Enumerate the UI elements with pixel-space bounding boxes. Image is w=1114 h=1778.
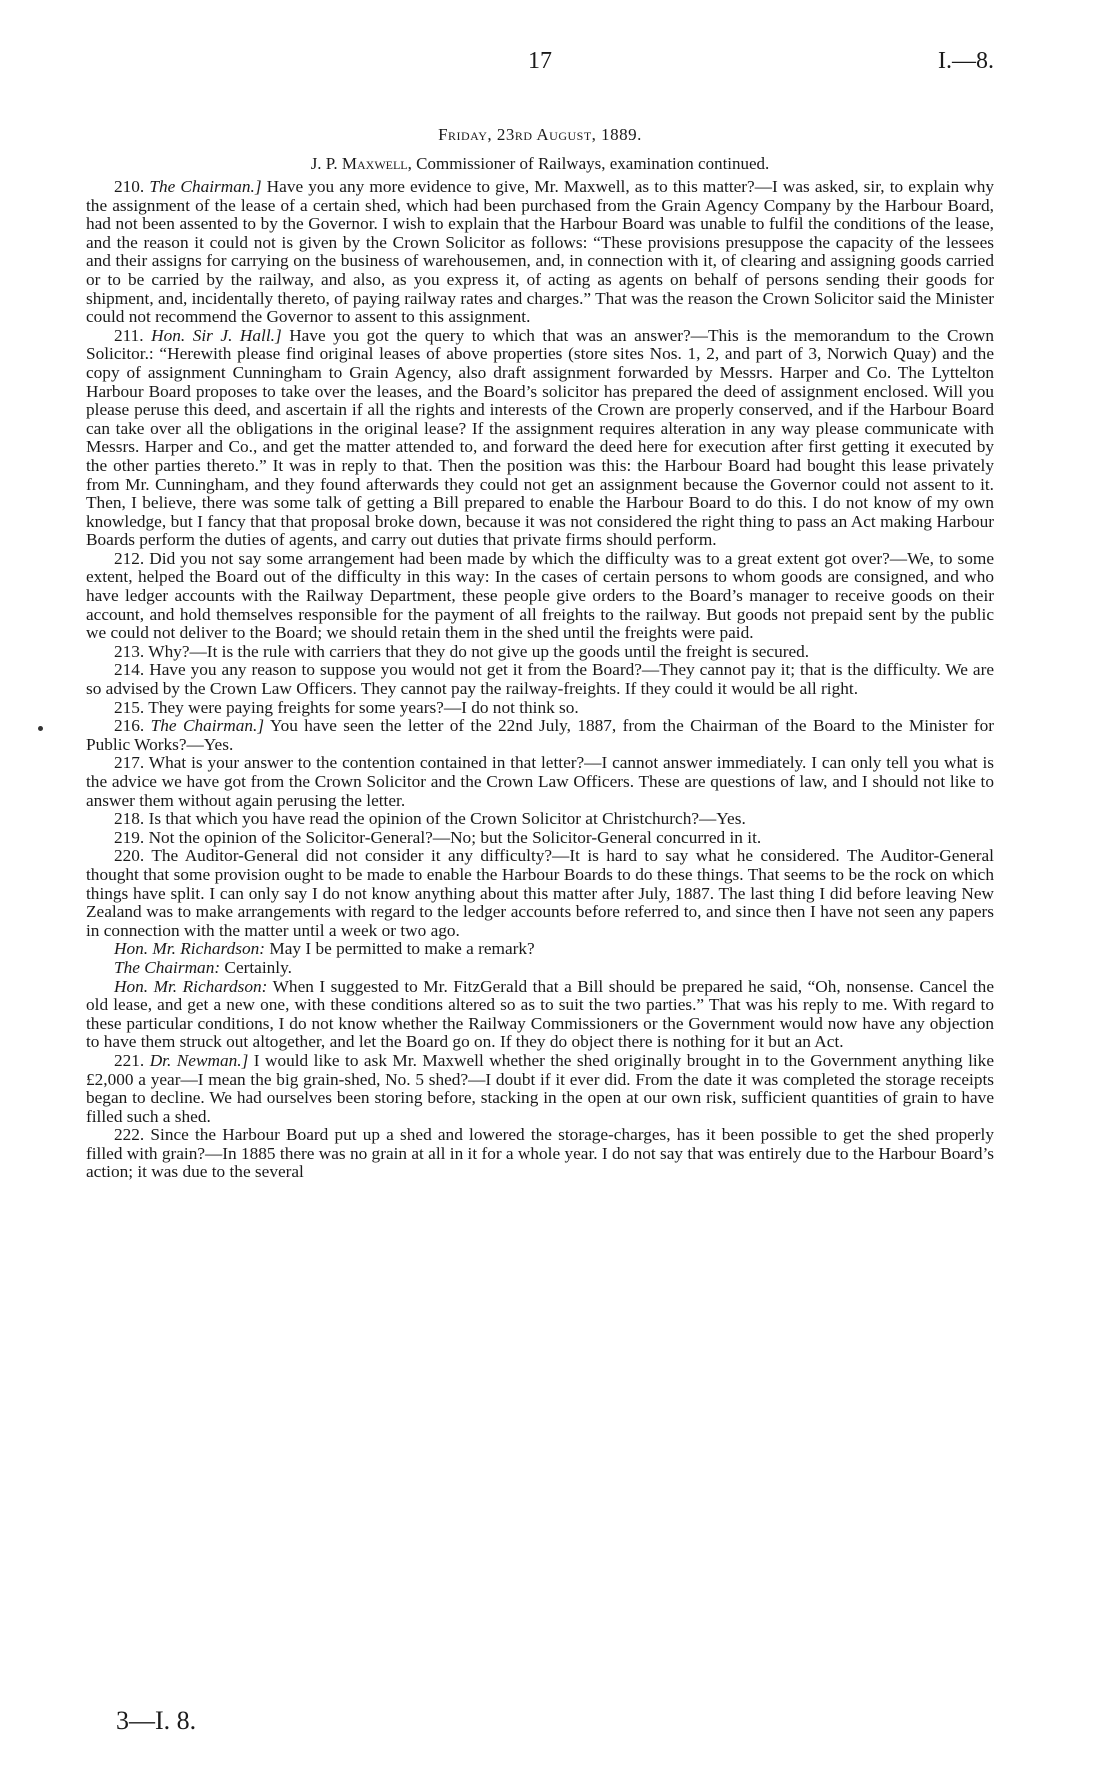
paragraph-text: Since the Harbour Board put up a shed and lowered the storage-charges, has it been possible to get the shed properly filled with grain?—In 1885 there was no grain at all in it for a whole year. I do not say that was entirely due to the Harbour Board’s action; it was due to the several (86, 1125, 994, 1182)
paragraph-213 (86, 643, 994, 662)
paragraph-218 (86, 810, 994, 829)
paragraph-text: You have seen the letter of the 22nd July, 1887, from the Chairman of the Board to the Minister for Public Works?—Yes. (86, 716, 994, 754)
paragraph-220 (86, 847, 994, 940)
paragraph-text: I would like to ask Mr. Maxwell whether the shed originally brought in to the Government anything like £2,000 a year—I mean the big grain-shed, No. 5 shed?—I doubt if it ever did. From the date it was completed the storage receipts began to decline. We had ourselves been storing before, stacking in the open at our own risk, sufficient quantities of grain to have filled such a shed. (86, 1050, 994, 1126)
paragraph-219 (86, 829, 994, 848)
paragraph-text: Have you any more evidence to give, Mr. Maxwell, as to this matter?—I was asked, sir, to explain why the assignment of the lease of a certain shed, which had been purchased from the Grain Agency Company by the Harbour Board, had not been assented to by the Governor. I wish to explain that the Harbour Board was unable to fulfil the conditions of the lease, and the reason it could not is given by the Crown Solicitor as follows: “These provisions presuppose the capacity of the lessees and their assigns for carrying on the business of warehousemen, and, in connection with it, of clearing and assigning goods carried or to be carried by the railway, and also, as you express it, of acting as agents on behalf of persons sending their goods for shipment, and, incidentally thereto, of paying railway rates and charges.” That was the reason the Crown Solicitor said the Minister could not recommend the Governor to assent to this assignment. (86, 177, 995, 327)
paragraph-210 (86, 178, 994, 327)
question-number: 213. (114, 641, 149, 661)
paragraph-214 (86, 661, 994, 698)
paragraph-remark-chairman (86, 959, 994, 978)
page-header (86, 40, 994, 80)
paragraph-text: They were paying freights for some years?—I do not think so. (148, 697, 579, 717)
paragraph-text: Have you got the query to which that was an answer?—This is the memorandum to the Crown Solicitor.: “Herewith please find original leases of above properties (store sites Nos. 1, 2, and part of 3, Norwich Quay) and the copy of assignment Cunningham to Grain Agency, also draft assignment forwarded by Messrs. Harper and Co. The Lyttelton Harbour Board proposes to take over the leases, and the Board’s solicitor has prepared the deed of assignment enclosed. Will you please peruse this deed, and ascertain if all the rights and interests of the Crown are properly conserved, and if the Harbour Board can take over all the obligations in the original lease? If the assignment requires alteration in any way please communicate with Messrs. Harper and Co., and get the matter attended to, and forward the deed here for execution after first getting it executed by the other parties thereto.” It was in reply to that. Then the position was this: the Harbour Board had bought this lease privately from Mr. Cunningham, and they found afterwards they could not get an assignment because the Governor could not assent to it. Then, I believe, there was some talk of getting a Bill prepared to enable the Harbour Board to do this. I do not know of my own knowledge, but I fancy that that proposal broke down, because it was not considered the right thing to pass an Act making Harbour Boards perform the duties of agents, and carry out duties that private firms should perform. (86, 325, 995, 550)
question-number: 220. (114, 846, 152, 866)
paper-reference: I.—8. (938, 48, 994, 74)
document-page (86, 40, 994, 1182)
paragraph-text: Why?—It is the rule with carriers that they do not give up the goods until the freight is secured. (148, 641, 810, 661)
question-number: 210. (114, 177, 150, 196)
paragraph-text: Did you not say some arrangement had been made by which the difficulty was to a great extent got over?—We, to some extent, helped the Board out of the difficulty in this way: In the cases of certain persons to whom goods are consigned, and who have ledger accounts with the Railway Department, these people give orders to the Board’s manager to receive goods on their account, and hold themselves responsible for the payment of all freights to the railway. But goods not prepaid sent by the public we could not deliver to the Board; we should retain them in the shed until the freights were paid. (86, 548, 995, 643)
paragraph-text: Certainly. (220, 957, 292, 977)
paragraph-text: When I suggested to Mr. FitzGerald that a Bill should be prepared he said, “Oh, nonsense. Cancel the old lease, and get a new one, with these conditions altered so as to suit the two parties.” That was his reply to me. With regard to these particular conditions, I do not know whether the Railway Commissioners or the Government would now have any objection to have them struck out altogether, and let the Board go on. If they do object there is nothing for it but an Act. (86, 976, 994, 1052)
speaker: The Chairman.] (149, 177, 262, 196)
question-number: 222. (114, 1125, 151, 1145)
paragraph-text: Have you any reason to suppose you would not get it from the Board?—They cannot pay it; that is the difficulty. We are so advised by the Crown Law Officers. They cannot pay the railway-freights. If they could it would be all right. (86, 660, 994, 699)
witness-line (86, 153, 994, 174)
paragraph-text: The Auditor-General did not consider it any difficulty?—It is hard to say what he considered. The Auditor-General thought that some provision ought to be made to enable the Harbour Boards to do these things. That seems to be the rock on which things have split. I can only say I do not know anything about this matter after July, 1887. The last thing I did before leaving New Zealand was to make arrangements with regard to the ledger accounts before referred to, and since then I have not seen any papers in connection with the matter until a week or two ago. (86, 846, 994, 940)
paragraph-215 (86, 699, 994, 718)
speaker: The Chairman.] (150, 716, 265, 736)
paragraph-text: What is your answer to the contention contained in that letter?—I cannot answer immediately. I can only tell you what is the advice we have got from the Crown Solicitor and the Crown Law Officers. These are questions of law, and I should not like to answer them without again perusing the letter. (86, 753, 994, 810)
speaker: Hon. Mr. Richardson: (114, 939, 266, 959)
speaker: Hon. Mr. Richardson: (114, 976, 268, 996)
signature-mark: 3—I. 8. (116, 1706, 197, 1735)
witness-role: Commissioner of Railways, examination continued. (411, 154, 770, 173)
margin-mark (38, 726, 43, 731)
question-number: 218. (114, 809, 149, 829)
paragraph-211 (86, 327, 994, 550)
paragraph-text: May I be permitted to make a remark? (265, 939, 535, 959)
speaker: Dr. Newman.] (149, 1050, 249, 1070)
paragraph-remark-richardson-2 (86, 978, 994, 1052)
page-number: 17 (528, 48, 552, 74)
paragraph-217 (86, 754, 994, 810)
paragraph-216 (86, 717, 994, 754)
question-number: 219. (114, 827, 149, 847)
speaker: The Chairman: (114, 957, 221, 977)
evidence-body (86, 178, 994, 1182)
question-number: 217. (114, 753, 149, 773)
question-number: 221. (114, 1050, 150, 1070)
paragraph-text: Is that which you have read the opinion of the Crown Solicitor at Christchurch?—Yes. (148, 809, 746, 829)
question-number: 215. (114, 697, 149, 717)
paragraph-221 (86, 1052, 994, 1126)
paragraph-text: Not the opinion of the Solicitor-General?—No; but the Solicitor-General concurred in it. (148, 827, 762, 847)
date-line: Friday, 23rd August, 1889. (438, 125, 642, 144)
paragraph-remark-richardson (86, 940, 994, 959)
question-number: 214. (114, 660, 150, 680)
paragraph-222 (86, 1126, 994, 1182)
question-number: 211. (114, 325, 152, 345)
question-number: 212. (114, 548, 150, 568)
witness-name: J. P. Maxwell, (310, 154, 412, 173)
question-number: 216. (114, 716, 151, 736)
paragraph-212 (86, 550, 994, 643)
speaker: Hon. Sir J. Hall.] (151, 325, 282, 345)
